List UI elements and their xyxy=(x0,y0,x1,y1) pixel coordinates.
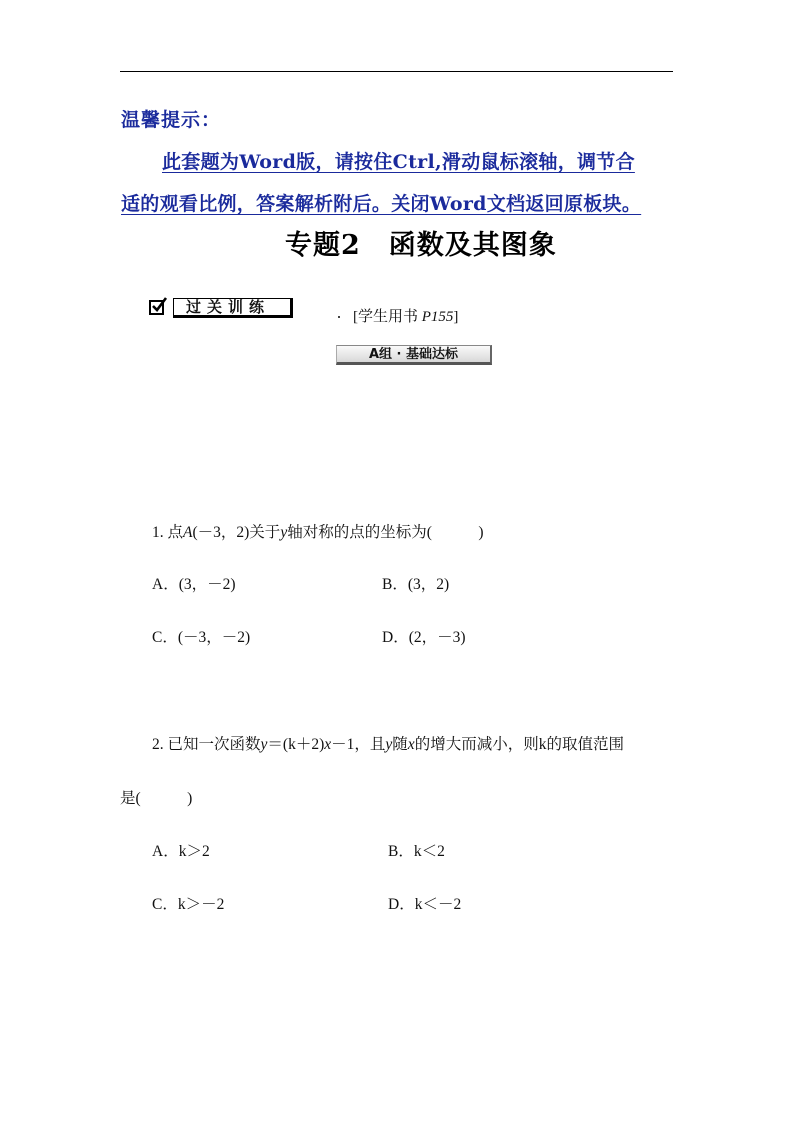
q2-var-d: x xyxy=(407,736,415,753)
q2-option-c: C．k＞－2 xyxy=(152,896,225,913)
q2-option-b: B．k＜2 xyxy=(388,843,445,860)
q1-option-b: B．(3，2) xyxy=(382,576,450,593)
q1-var-b: y xyxy=(280,524,288,541)
q1-number: 1. xyxy=(152,524,164,541)
question-2 xyxy=(152,732,624,754)
q2-continuation: 是( ) xyxy=(120,790,193,807)
q2-number: 2. xyxy=(152,736,164,753)
q2-option-d: D．k＜－2 xyxy=(388,896,462,913)
q1-option-d: D．(2，－3) xyxy=(382,629,466,646)
q2-option-a: A．k＞2 xyxy=(152,843,210,860)
q2-text-b: ＝(k＋2) xyxy=(267,736,325,753)
q2-var-a: y xyxy=(260,736,268,753)
title-main: 专题2 xyxy=(285,230,361,261)
ref-prefix: [学生用书 xyxy=(353,309,422,325)
page-title xyxy=(285,223,557,262)
tip-line-1: 此套题为Word版，请按住Ctrl,滑动鼠标滚轴，调节合 xyxy=(162,151,635,173)
q2-text-a: 已知一次函数 xyxy=(167,736,261,753)
top-rule xyxy=(120,71,673,72)
question-1 xyxy=(152,520,484,542)
q2-var-b: x xyxy=(324,736,332,753)
group-tab: A组 · 基础达标 xyxy=(336,345,492,365)
ref-page: P155 xyxy=(421,309,454,325)
q1-var-a: A xyxy=(183,524,193,541)
q2-var-c: y xyxy=(385,736,393,753)
q2-text-e: 的增大而减小，则k的取值范围 xyxy=(414,736,624,753)
q1-option-a: A．(3，－2) xyxy=(152,576,236,593)
q1-text-c: 轴对称的点的坐标为( ) xyxy=(287,524,484,541)
ref-suffix: ] xyxy=(453,309,459,325)
tip-title: 温馨提示： xyxy=(121,109,222,131)
title-sub: 函数及其图象 xyxy=(388,230,557,261)
section-label: 过关训练 xyxy=(173,298,293,318)
q2-text-d: 随 xyxy=(392,736,408,753)
checkmark-icon xyxy=(150,296,168,314)
dot-mark xyxy=(338,316,340,318)
q1-text-b: (－3，2)关于 xyxy=(192,524,281,541)
book-reference xyxy=(353,305,458,326)
tip-line-2: 适的观看比例，答案解析附后。关闭Word文档返回原板块。 xyxy=(121,193,642,215)
checkbox-icon xyxy=(149,300,164,315)
q1-text-a: 点 xyxy=(167,524,184,541)
q2-text-c: －1，且 xyxy=(331,736,386,753)
q1-option-c: C．(－3，－2) xyxy=(152,629,251,646)
